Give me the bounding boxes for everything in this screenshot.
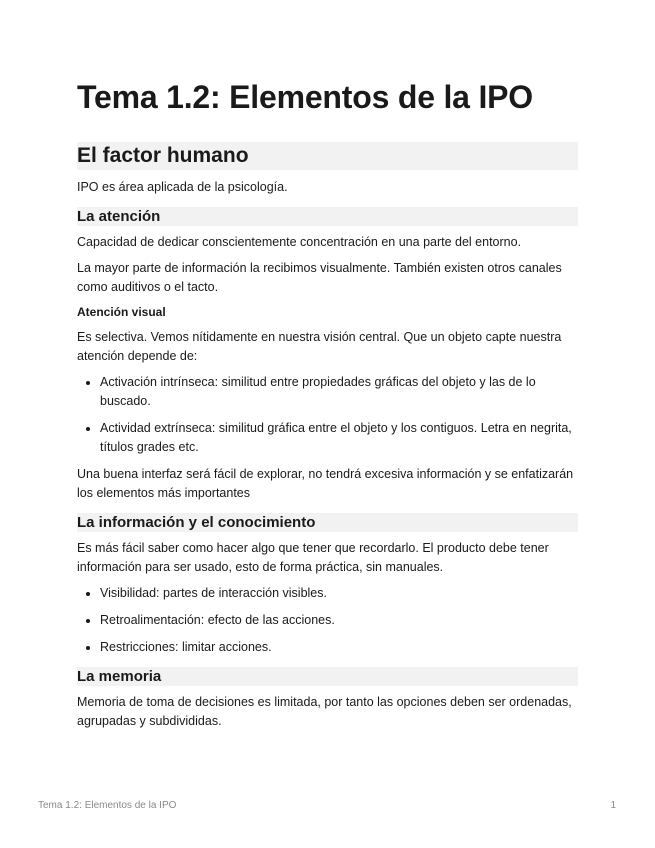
page-number: 1: [610, 800, 616, 811]
atencion-paragraph-1: Capacidad de dedicar conscientemente concentración en una parte del entorno.: [77, 235, 522, 249]
page-title: Tema 1.2: Elementos de la IPO: [77, 79, 533, 115]
list-item: Activación intrínseca: similitud entre propiedades gráficas del objeto y las de lo buscado.: [100, 373, 578, 411]
footer-title: Tema 1.2: Elementos de la IPO: [38, 800, 177, 811]
list-item: Visibilidad: partes de interacción visibles.: [100, 584, 578, 603]
atencion-paragraph-3: Es selectiva. Vemos nítidamente en nuestra visión central. Que un objeto capte nuestra atención depende de:: [77, 330, 562, 363]
section-intro: IPO es área aplicada de la psicología.: [77, 180, 288, 194]
memoria-paragraph-1: Memoria de toma de decisiones es limitada, por tanto las opciones deben ser ordenadas, agrupadas y subdivididas.: [77, 695, 572, 728]
document-content: [77, 142, 578, 738]
informacion-list: [77, 584, 578, 657]
atencion-paragraph-4: Una buena interfaz será fácil de explorar, no tendrá excesiva información y se enfatizarán los elementos más importantes: [77, 467, 574, 500]
atencion-list: [77, 373, 578, 457]
list-item: Actividad extrínseca: similitud gráfica entre el objeto y los contiguos. Letra en negrita, títulos grades etc.: [100, 419, 578, 457]
informacion-paragraph-1: Es más fácil saber como hacer algo que tener que recordarlo. El producto debe tener información para ser usado, esto de forma práctica, sin manuales.: [77, 541, 549, 574]
subsection-heading-memoria: La memoria: [77, 667, 578, 686]
atencion-paragraph-2: La mayor parte de información la recibimos visualmente. También existen otros canales como auditivos o el tacto.: [77, 261, 562, 294]
list-item: Restricciones: limitar acciones.: [100, 638, 578, 657]
section-heading-factor-humano: El factor humano: [77, 142, 578, 170]
subsection-heading-informacion: La información y el conocimiento: [77, 513, 578, 532]
atencion-visual-heading: Atención visual: [77, 305, 166, 319]
subsection-heading-atencion: La atención: [77, 207, 578, 226]
list-item: Retroalimentación: efecto de las acciones.: [100, 611, 578, 630]
